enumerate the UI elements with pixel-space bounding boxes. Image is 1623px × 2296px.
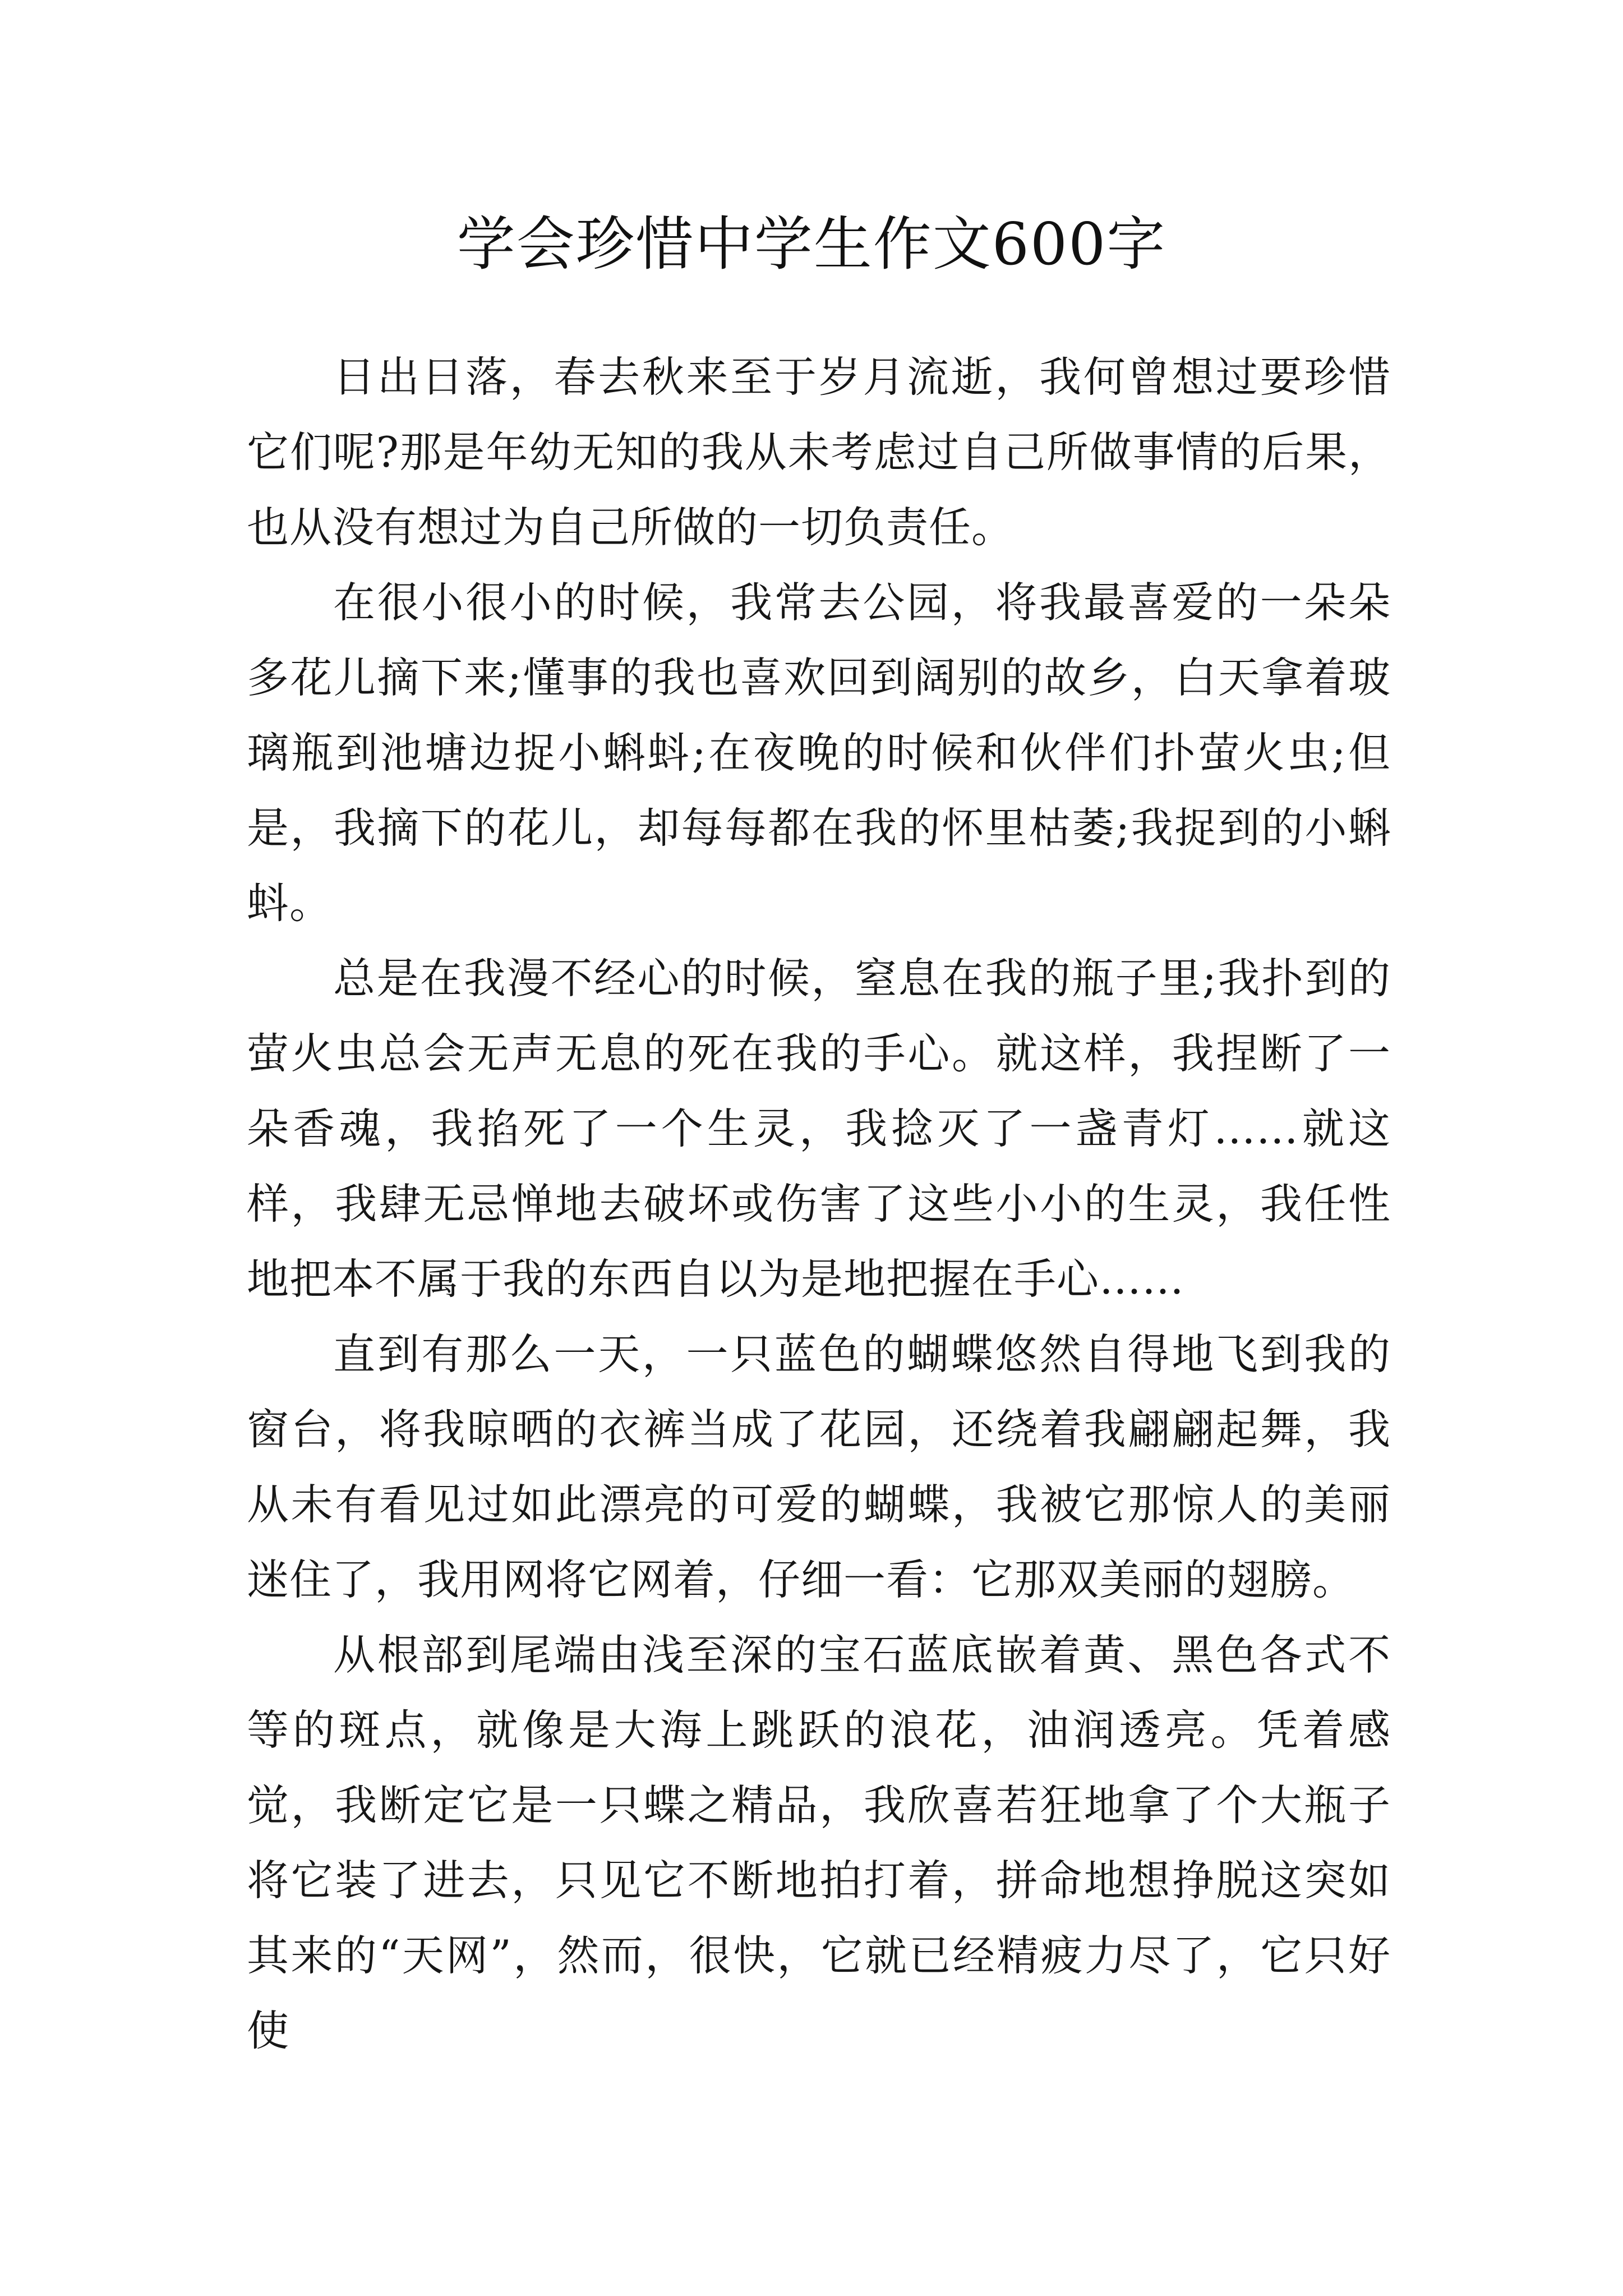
paragraph: 从根部到尾端由浅至深的宝石蓝底嵌着黄、黑色各式不等的斑点，就像是大海上跳跃的浪花，油润透亮。凭着感觉，我断定它是一只蝶之精品，我欣喜若狂地拿了个大瓶子将它装了进去，只见它不断地拍打着，拼命地想挣脱这突如其来的“天网”，然而，很快，它就已经精疲力尽了，它只好使 [247, 1630, 1391, 2055]
document-body [247, 339, 1391, 2068]
paragraph: 日出日落，春去秋来至于岁月流逝，我何曾想过要珍惜它们呢?那是年幼无知的我从未考虑过自己所做事情的后果，也从没有想过为自己所做的一切负责任。 [247, 352, 1391, 552]
paragraph: 直到有那么一天，一只蓝色的蝴蝶悠然自得地飞到我的窗台，将我晾晒的衣裤当成了花园，还绕着我翩翩起舞，我从未有看见过如此漂亮的可爱的蝴蝶，我被它那惊人的美丽迷住了，我用网将它网着，仔细一看：它那双美丽的翅膀。 [247, 1329, 1391, 1604]
document-title: 学会珍惜中学生作文600字 [457, 210, 1166, 278]
paragraph: 总是在我漫不经心的时候，窒息在我的瓶子里;我扑到的萤火虫总会无声无息的死在我的手心。就这样，我捏断了一朵香魂，我掐死了一个生灵，我捻灭了一盏青灯……就这样，我肆无忌惮地去破坏或伤害了这些小小的生灵，我任性地把本不属于我的东西自以为是地把握在手心…… [247, 954, 1391, 1304]
paragraph: 在很小很小的时候，我常去公园，将我最喜爱的一朵朵多花儿摘下来;懂事的我也喜欢回到阔别的故乡，白天拿着玻璃瓶到池塘边捉小蝌蚪;在夜晚的时候和伙伴们扑萤火虫;但是，我摘下的花儿，却每每都在我的怀里枯萎;我捉到的小蝌蚪。 [247, 578, 1391, 928]
